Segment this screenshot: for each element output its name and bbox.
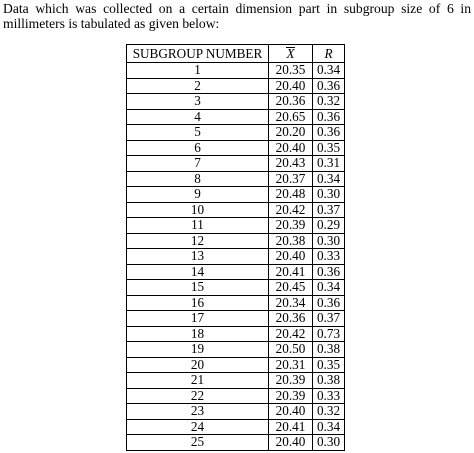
header-range [313,45,345,63]
cell-range: 0.73 [313,326,345,342]
cell-x-bar: 20.38 [269,233,313,249]
cell-subgroup-number: 18 [127,326,269,342]
cell-range: 0.36 [313,264,345,280]
cell-subgroup-number: 11 [127,218,269,234]
cell-range: 0.32 [313,94,345,110]
intro-paragraph: Data which was collected on a certain dimension part in subgroup size of 6 in millimeters is tabulated as given below: [3,1,471,31]
table-row [127,264,345,280]
cell-subgroup-number: 24 [127,419,269,435]
table-row [127,63,345,79]
cell-range: 0.30 [313,233,345,249]
cell-x-bar: 20.31 [269,357,313,373]
cell-range: 0.34 [313,280,345,296]
cell-subgroup-number: 23 [127,404,269,420]
cell-subgroup-number: 5 [127,125,269,141]
cell-range: 0.37 [313,202,345,218]
table-row [127,388,345,404]
cell-range: 0.38 [313,342,345,358]
cell-range: 0.36 [313,78,345,94]
table-body [127,63,345,451]
cell-x-bar: 20.40 [269,249,313,265]
table-row [127,140,345,156]
cell-x-bar: 20.37 [269,171,313,187]
cell-range: 0.38 [313,373,345,389]
cell-range: 0.33 [313,388,345,404]
cell-x-bar: 20.48 [269,187,313,203]
table-row [127,373,345,389]
table-row [127,311,345,327]
cell-subgroup-number: 22 [127,388,269,404]
cell-range: 0.33 [313,249,345,265]
cell-subgroup-number: 20 [127,357,269,373]
table-header-row [127,45,345,63]
cell-subgroup-number: 4 [127,109,269,125]
table-row [127,295,345,311]
range-symbol: R [324,45,333,61]
cell-x-bar: 20.40 [269,140,313,156]
cell-range: 0.36 [313,295,345,311]
cell-subgroup-number: 8 [127,171,269,187]
cell-range: 0.31 [313,156,345,172]
cell-subgroup-number: 10 [127,202,269,218]
cell-range: 0.29 [313,218,345,234]
cell-subgroup-number: 12 [127,233,269,249]
cell-x-bar: 20.40 [269,435,313,451]
table-row [127,326,345,342]
table-row [127,202,345,218]
cell-range: 0.35 [313,140,345,156]
cell-subgroup-number: 2 [127,78,269,94]
cell-subgroup-number: 17 [127,311,269,327]
cell-range: 0.34 [313,419,345,435]
cell-subgroup-number: 15 [127,280,269,296]
cell-range: 0.34 [313,63,345,79]
cell-x-bar: 20.36 [269,311,313,327]
header-subgroup-number: SUBGROUP NUMBER [127,45,269,63]
table-row [127,280,345,296]
cell-subgroup-number: 3 [127,94,269,110]
table-row [127,78,345,94]
cell-x-bar: 20.35 [269,63,313,79]
cell-subgroup-number: 16 [127,295,269,311]
table-row [127,187,345,203]
cell-subgroup-number: 14 [127,264,269,280]
cell-x-bar: 20.41 [269,264,313,280]
cell-range: 0.34 [313,171,345,187]
cell-range: 0.30 [313,435,345,451]
cell-subgroup-number: 7 [127,156,269,172]
cell-x-bar: 20.40 [269,78,313,94]
cell-range: 0.37 [313,311,345,327]
table-row [127,125,345,141]
subgroup-data-table [126,44,345,451]
cell-range: 0.35 [313,357,345,373]
cell-subgroup-number: 25 [127,435,269,451]
cell-range: 0.36 [313,125,345,141]
table-row [127,156,345,172]
cell-subgroup-number: 13 [127,249,269,265]
cell-x-bar: 20.41 [269,419,313,435]
x-bar-symbol: X [286,45,295,61]
table-row [127,249,345,265]
cell-x-bar: 20.45 [269,280,313,296]
cell-x-bar: 20.40 [269,404,313,420]
cell-x-bar: 20.43 [269,156,313,172]
table-row [127,419,345,435]
cell-subgroup-number: 21 [127,373,269,389]
cell-subgroup-number: 1 [127,63,269,79]
cell-x-bar: 20.36 [269,94,313,110]
cell-x-bar: 20.39 [269,388,313,404]
table-row [127,233,345,249]
header-x-bar [269,45,313,63]
table-row [127,342,345,358]
cell-x-bar: 20.20 [269,125,313,141]
cell-subgroup-number: 9 [127,187,269,203]
cell-range: 0.30 [313,187,345,203]
table-row [127,435,345,451]
cell-x-bar: 20.65 [269,109,313,125]
table-row [127,404,345,420]
cell-x-bar: 20.39 [269,373,313,389]
cell-x-bar: 20.42 [269,326,313,342]
cell-range: 0.32 [313,404,345,420]
table-row [127,357,345,373]
cell-range: 0.36 [313,109,345,125]
table-row [127,218,345,234]
cell-subgroup-number: 19 [127,342,269,358]
cell-subgroup-number: 6 [127,140,269,156]
cell-x-bar: 20.34 [269,295,313,311]
data-table-container [126,44,345,451]
cell-x-bar: 20.50 [269,342,313,358]
cell-x-bar: 20.42 [269,202,313,218]
table-row [127,109,345,125]
table-row [127,171,345,187]
table-row [127,94,345,110]
cell-x-bar: 20.39 [269,218,313,234]
